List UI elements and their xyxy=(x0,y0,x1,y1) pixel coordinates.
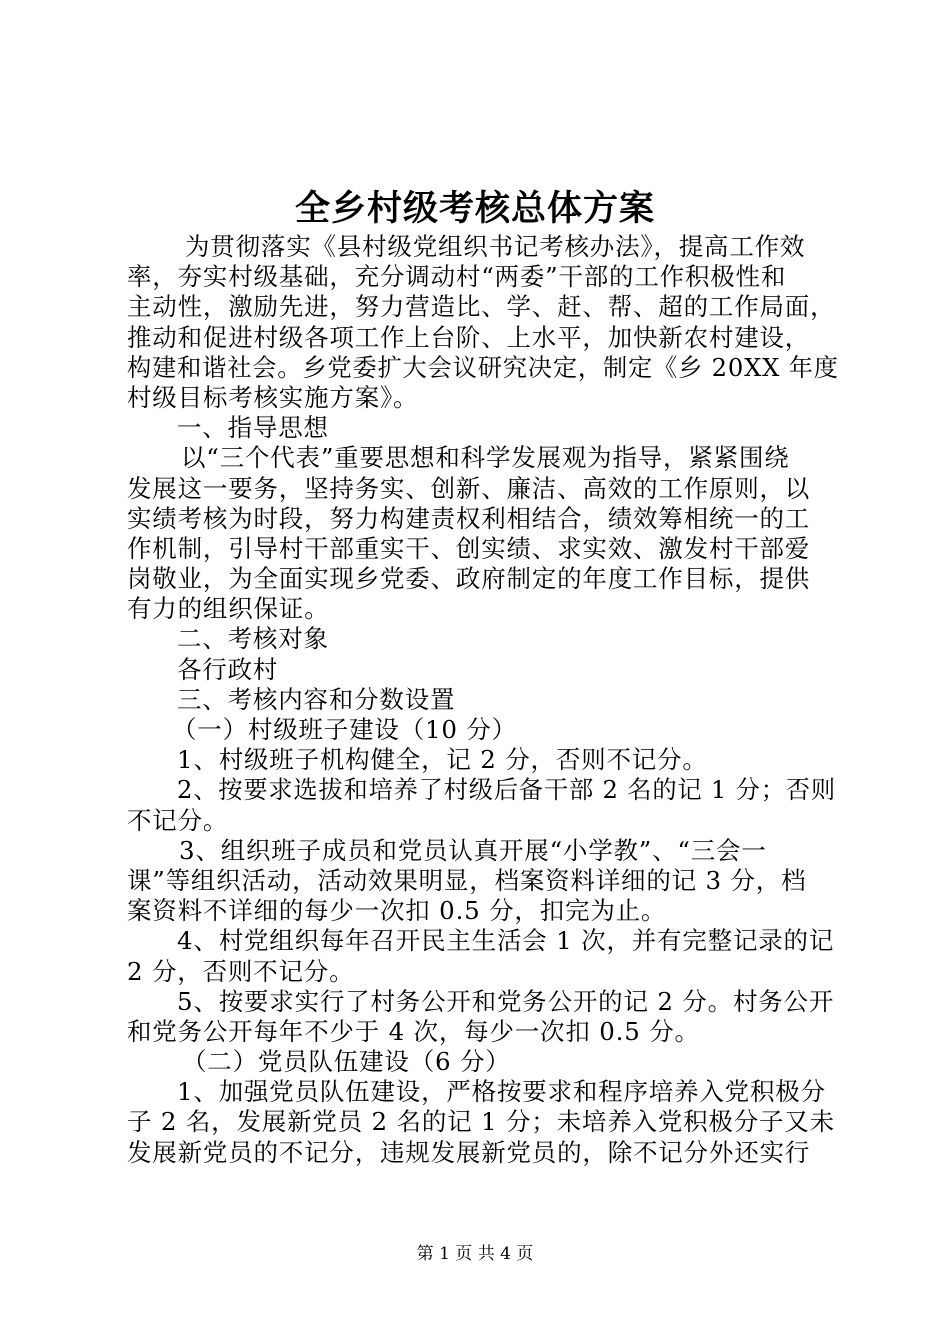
document-title: 全乡村级考核总体方案 xyxy=(294,189,655,229)
text-line: （二）党员队伍建设（6 分） xyxy=(182,1047,511,1077)
text-line: （一）村级班子建设（10 分） xyxy=(172,715,517,744)
text-line: 三、考核内容和分数设置 xyxy=(177,684,456,714)
text-line: 1、村级班子机构健全，记 2 分，否则不记分。 xyxy=(177,745,708,775)
text-line: 1、加强党员队伍建设，严格按要求和程序培养入党积极分 xyxy=(177,1077,826,1107)
text-line: 5、按要求实行了村务公开和党务公开的记 2 分。村务公开 xyxy=(177,986,835,1016)
text-line: 不记分。 xyxy=(127,805,229,835)
document-body xyxy=(127,232,837,1168)
text-line: 主动性，激励先进，努力营造比、学、赶、帮、超的工作局面， xyxy=(127,292,836,322)
text-line: 发展新党员的不记分，违规发展新党员的，除不记分外还实行 xyxy=(127,1137,811,1167)
page-footer: 第 1 页 共 4 页 xyxy=(416,1244,534,1264)
text-line: 为贯彻落实《县村级党组织书记考核办法》，提高工作效 xyxy=(185,232,806,261)
text-line: 2 分，否则不记分。 xyxy=(127,956,355,986)
text-line: 有力的组织保证。 xyxy=(127,594,330,624)
text-line: 发展这一要务，坚持务实、创新、廉洁、高效的工作原则，以 xyxy=(127,473,811,503)
text-line: 岗敬业，为全面实现乡党委、政府制定的年度工作目标，提供 xyxy=(127,564,811,594)
text-line: 和党务公开每年不少于 4 次，每少一次扣 0.5 分。 xyxy=(127,1016,700,1046)
text-line: 各行政村 xyxy=(177,654,279,684)
text-line: 二、考核对象 xyxy=(177,624,329,654)
text-line: 2、按要求选拔和培养了村级后备干部 2 名的记 1 分；否则 xyxy=(177,775,836,805)
text-line: 子 2 名，发展新党员 2 名的记 1 分；未培养入党积极分子又未 xyxy=(127,1107,835,1137)
text-line: 4、村党组织每年召开民主生活会 1 次，并有完整记录的记 xyxy=(177,926,835,956)
text-line: 作机制，引导村干部重实干、创实绩、求实效、激发村干部爱 xyxy=(127,533,811,563)
text-line: 课”等组织活动，活动效果明显，档案资料详细的记 3 分，档 xyxy=(127,865,807,895)
text-line: 推动和促进村级各项工作上台阶、上水平，加快新农村建设， xyxy=(127,322,811,352)
text-line: 率，夯实村级基础，充分调动村“两委”干部的工作积极性和 xyxy=(127,262,787,292)
text-line: 一、指导思想 xyxy=(177,413,329,443)
text-line: 以“三个代表”重要思想和科学发展观为指导，紧紧围绕 xyxy=(181,443,790,473)
text-line: 村级目标考核实施方案》。 xyxy=(127,382,419,412)
text-line: 案资料不详细的每少一次扣 0.5 分，扣完为止。 xyxy=(127,896,667,926)
text-line: 构建和谐社会。乡党委扩大会议研究决定，制定《乡 20XX 年度 xyxy=(127,352,839,382)
text-line: 3、组织班子成员和党员认真开展“小学教”、“三会一 xyxy=(179,835,767,865)
text-line: 实绩考核为时段，努力构建责权利相结合，绩效筹相统一的工 xyxy=(127,503,811,533)
